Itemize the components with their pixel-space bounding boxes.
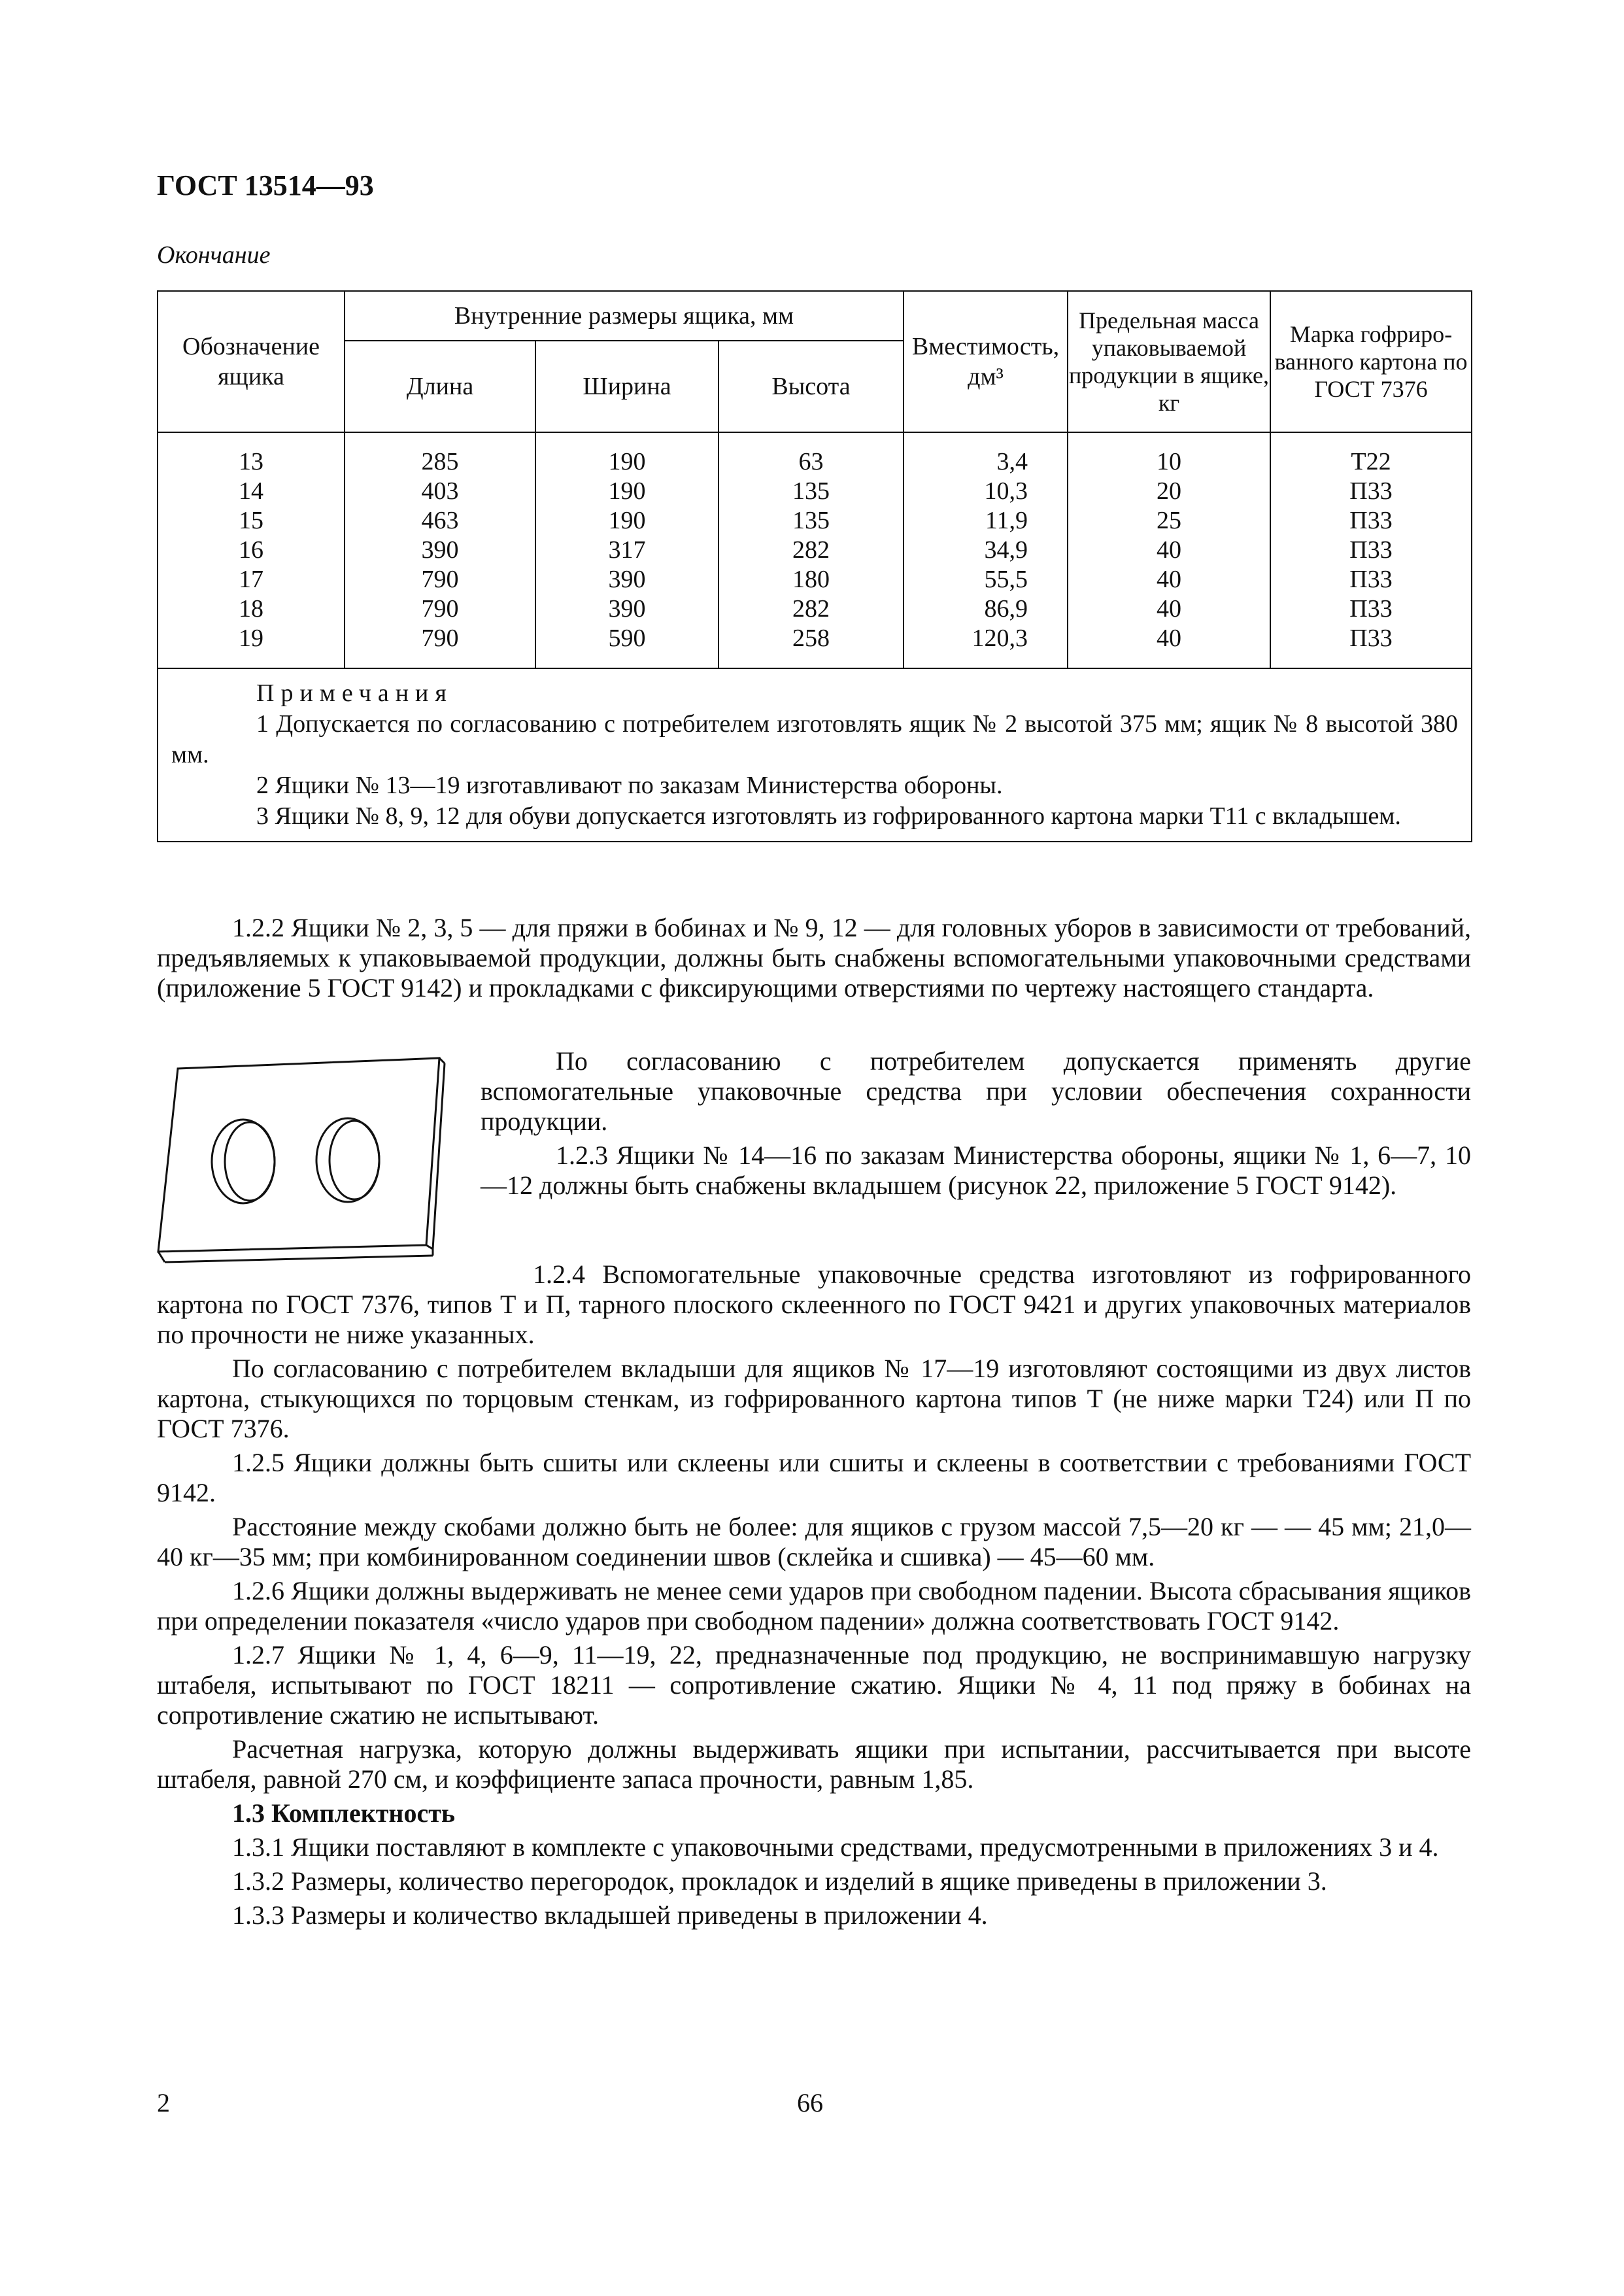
cell-designation: 15 xyxy=(239,507,263,534)
document-title: ГОСТ 13514—93 xyxy=(157,169,374,201)
cell-designation: 14 xyxy=(239,477,263,505)
note-item: 1 Допускается по согласованию с потребителем изготовлять ящик № 2 высотой 375 мм; ящик № 8 высотой 380 мм. xyxy=(171,710,1458,768)
page-number-center: 66 xyxy=(797,2088,823,2117)
cell-capacity: 34,9 xyxy=(984,536,1028,564)
table-notes xyxy=(158,668,1472,842)
cell-designation: 16 xyxy=(239,536,263,564)
cell-length: 463 xyxy=(421,507,459,534)
cell-capacity: 11,9 xyxy=(985,507,1028,534)
cell-grade: П33 xyxy=(1349,595,1393,623)
cell-width: 317 xyxy=(608,536,646,564)
cell-height: 135 xyxy=(792,477,830,505)
note-item: 2 Ящики № 13—19 изготавливают по заказам Министерства обороны. xyxy=(256,772,1003,799)
table-continuation-label: Окончание xyxy=(157,241,271,269)
cell-mass: 25 xyxy=(1157,507,1181,534)
cell-width: 390 xyxy=(608,566,646,593)
paragraph: 1.2.7 Ящики № 1, 4, 6—9, 11—19, 22, предназначенные под продукцию, не воспринимавшую нагрузку штабеля, испытывают по ГОСТ 18211 — сопротивление сжатию. Ящики № 4, 11 под пряжу в бобинах на сопротивление сжатию не испытывают. xyxy=(157,1640,1471,1730)
cell-height: 258 xyxy=(792,625,830,652)
header-max-mass: Предельная масса упаковываемой продукции в ящике, кг xyxy=(1068,291,1270,432)
cell-capacity: 55,5 xyxy=(984,566,1028,593)
cell-length: 403 xyxy=(421,477,459,505)
page-number-left: 2 xyxy=(157,2088,170,2117)
cell-grade: П33 xyxy=(1349,536,1393,564)
cell-capacity: 3,4 xyxy=(996,448,1028,475)
cell-height: 282 xyxy=(792,595,830,623)
header-designation: Обозначение ящика xyxy=(158,291,345,432)
col-height-values xyxy=(719,432,904,668)
paragraph: 1.3.1 Ящики поставляют в комплекте с упаковочными средствами, предусмотренными в приложениях 3 и 4. xyxy=(232,1832,1439,1862)
cell-capacity: 10,3 xyxy=(984,477,1028,505)
spacer-pad-drawing xyxy=(152,1055,449,1265)
paragraph: По согласованию с потребителем вкладыши для ящиков № 17—19 изготовляют состоящими из двух листов картона, стыкующихся по торцовым стенкам, из гофрированного картона типов Т (не ниже марки Т24) или П по ГОСТ 7376. xyxy=(157,1354,1471,1443)
note-item: 3 Ящики № 8, 9, 12 для обуви допускается изготовлять из гофрированного картона марки Т11 с вкладышем. xyxy=(256,802,1401,830)
cell-grade: П33 xyxy=(1349,477,1393,505)
paragraph: 1.2.4 Вспомогательные упаковочные средства изготовляют из гофрированного картона по ГОСТ 7376, типов Т и П, тарного плоского склеенного по ГОСТ 9421 и других упаковочных материалов по прочности не ниже указанных. xyxy=(157,1259,1471,1349)
cell-mass: 20 xyxy=(1157,477,1181,505)
cell-mass: 10 xyxy=(1157,448,1181,475)
cell-length: 790 xyxy=(421,595,459,623)
header-height: Высота xyxy=(719,341,904,432)
header-inner-dimensions: Внутренние размеры ящика, мм xyxy=(345,291,904,341)
right-column-text xyxy=(481,1046,1471,1205)
table-body-row xyxy=(158,432,1472,668)
cell-designation: 19 xyxy=(239,625,263,652)
cell-width: 390 xyxy=(608,595,646,623)
cell-capacity: 120,3 xyxy=(972,625,1028,652)
cell-length: 790 xyxy=(421,625,459,652)
cell-capacity: 86,9 xyxy=(984,595,1028,623)
paragraph: 1.2.6 Ящики должны выдерживать не менее семи ударов при свободном падении. Высота сбрасывания ящиков при определении показателя «число ударов при свободном падении» должна соответствовать ГОСТ 9142. xyxy=(157,1576,1471,1636)
col-capacity-values xyxy=(904,432,1068,668)
paragraph: 1.2.5 Ящики должны быть сшиты или склеены или сшиты и склеены в соответствии с требованиями ГОСТ 9142. xyxy=(157,1448,1471,1507)
cell-height: 282 xyxy=(792,536,830,564)
paragraph: 1.2.3 Ящики № 14—16 по заказам Министерства обороны, ящики № 1, 6—7, 10—12 должны быть снабжены вкладышем (рисунок 22, приложение 5 ГОСТ 9142). xyxy=(481,1140,1471,1200)
cell-grade: П33 xyxy=(1349,507,1393,534)
spec-table xyxy=(157,290,1472,842)
col-grade-values xyxy=(1270,432,1472,668)
paragraph: 1.2.2 Ящики № 2, 3, 5 — для пряжи в бобинах и № 9, 12 — для головных уборов в зависимости от требований, предъявляемых к упаковываемой продукции, должны быть снабжены вспомогательными упаковочными средствами (приложение 5 ГОСТ 9142) и прокладками с фиксирующими отверстиями по чертежу настоящего стандарта. xyxy=(157,913,1471,1002)
main-text-lower xyxy=(157,1259,1471,1934)
cell-width: 190 xyxy=(608,477,646,505)
cell-mass: 40 xyxy=(1157,536,1181,564)
spec-table-wrapper xyxy=(157,290,1471,893)
section-heading: 1.3 Комплектность xyxy=(232,1798,456,1828)
cell-designation: 17 xyxy=(239,566,263,593)
header-width: Ширина xyxy=(535,341,719,432)
header-capacity: Вместимость, дм³ xyxy=(904,291,1068,432)
paragraph: По согласованию с потребителем допускается применять другие вспомогательные упаковочные средства при условии обеспечения сохранности продукции. xyxy=(481,1046,1471,1136)
cell-width: 590 xyxy=(608,625,646,652)
col-width-values xyxy=(535,432,719,668)
cell-length: 285 xyxy=(421,448,459,475)
header-length: Длина xyxy=(345,341,535,432)
paragraph: 1.3.2 Размеры, количество перегородок, прокладок и изделий в ящике приведены в приложении 3. xyxy=(232,1866,1327,1896)
cell-height: 180 xyxy=(792,566,830,593)
cell-designation: 18 xyxy=(239,595,263,623)
cell-grade: П33 xyxy=(1349,566,1393,593)
cell-height: 135 xyxy=(792,507,830,534)
paragraph: Расчетная нагрузка, которую должны выдерживать ящики при испытании, рассчитывается при высоте штабеля, равной 270 см, и коэффициенте запаса прочности, равным 1,85. xyxy=(157,1734,1471,1794)
col-length-values xyxy=(345,432,535,668)
cell-grade: Т22 xyxy=(1351,448,1391,475)
paragraph: 1.3.3 Размеры и количество вкладышей приведены в приложении 4. xyxy=(232,1900,988,1930)
cell-width: 190 xyxy=(608,507,646,534)
cell-designation: 13 xyxy=(239,448,263,475)
cell-length: 390 xyxy=(421,536,459,564)
cell-mass: 40 xyxy=(1157,595,1181,623)
cell-width: 190 xyxy=(608,448,646,475)
paragraph: Расстояние между скобами должно быть не более: для ящиков с грузом массой 7,5—20 кг — — 45 мм; 21,0—40 кг—35 мм; при комбинированном соединении швов (склейка и сшивка) — 45—60 мм. xyxy=(157,1512,1471,1571)
cell-length: 790 xyxy=(421,566,459,593)
header-cardboard-grade: Марка гофрированного картона по ГОСТ 7376 xyxy=(1270,291,1472,432)
cell-grade: П33 xyxy=(1349,625,1393,652)
col-designation-values xyxy=(158,432,345,668)
section-1-2-2 xyxy=(157,913,1471,1007)
cell-mass: 40 xyxy=(1157,566,1181,593)
cell-height: 63 xyxy=(798,448,824,475)
col-mass-values xyxy=(1068,432,1270,668)
cell-mass: 40 xyxy=(1157,625,1181,652)
notes-title: Примечания xyxy=(256,679,453,707)
